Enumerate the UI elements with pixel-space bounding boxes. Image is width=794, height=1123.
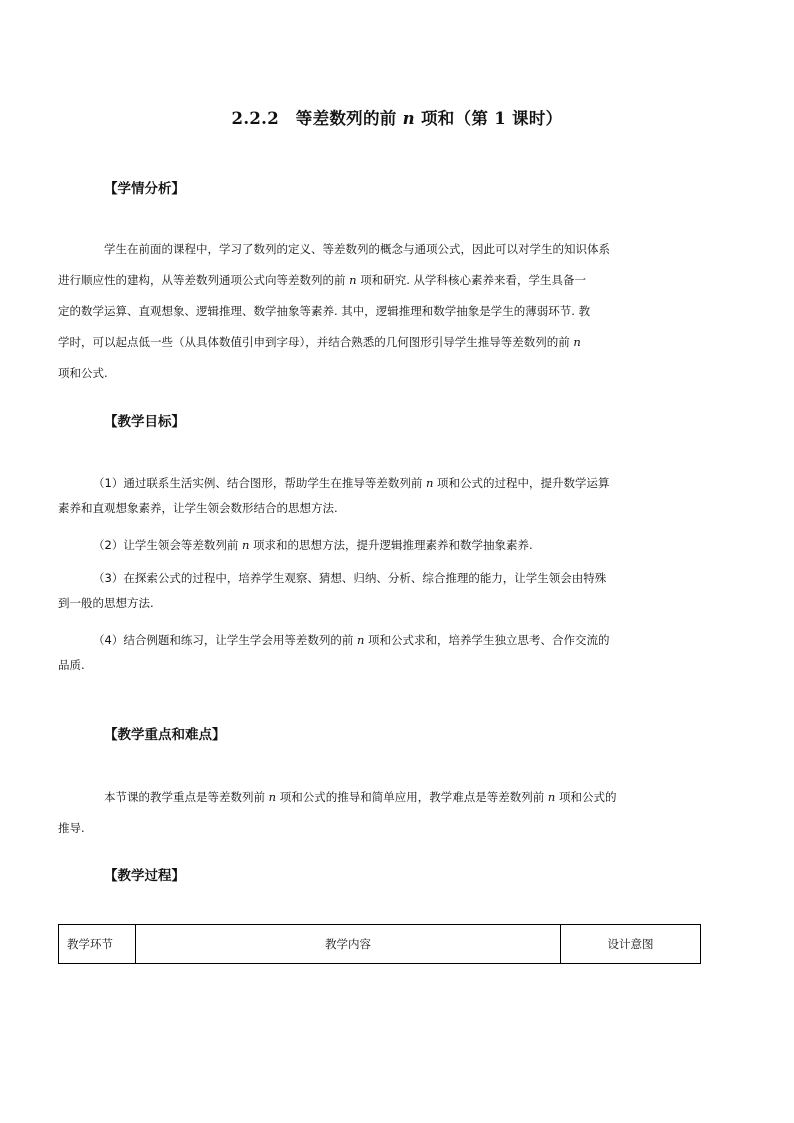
table-header-content: 教学内容 xyxy=(136,925,561,964)
analysis-line-3: 定的数学运算、直观想象、逻辑推理、数学抽象等素养. 其中，逻辑推理和数学抽象是学生的薄弱环节. 教 xyxy=(58,304,591,318)
title-prefix: 2.2.2 等差数列的前 xyxy=(231,109,403,128)
math-variable-n: n xyxy=(241,538,250,552)
title-suffix: 项和（第 1 课时） xyxy=(414,109,563,128)
table-header-stage: 教学环节 xyxy=(59,925,136,964)
heading-analysis: 【学情分析】 xyxy=(104,181,185,197)
analysis-line-4: 学时，可以起点低一些（从具体数值引申到字母），并结合熟悉的几何图形引导学生推导等差数列的前 n xyxy=(58,335,581,349)
goal-1-line-2: 素养和直观想象素养，让学生领会数形结合的思想方法. xyxy=(58,501,338,515)
goal-2-line-1: （2）让学生领会等差数列前 n 项求和的思想方法，提升逻辑推理素养和数学抽象素养. xyxy=(93,538,533,552)
goal-4-line-1: （4）结合例题和练习，让学生学会用等差数列的前 n 项和公式求和，培养学生独立思考、合作交流的 xyxy=(93,633,610,647)
analysis-line-1: 学生在前面的课程中，学习了数列的定义、等差数列的概念与通项公式，因此可以对学生的知识体系 xyxy=(104,242,610,256)
math-variable-n: n xyxy=(573,335,581,349)
math-variable-n: n xyxy=(425,476,434,490)
goal-1-line-1: （1）通过联系生活实例、结合图形，帮助学生在推导等差数列前 n 项和公式的过程中，提升数学运算 xyxy=(93,476,610,490)
math-variable-n: n xyxy=(349,273,357,287)
title-variable: n xyxy=(402,109,415,128)
process-table xyxy=(58,924,701,964)
math-variable-n: n xyxy=(356,633,365,647)
table-header-row xyxy=(59,925,701,964)
table-header-intent: 设计意图 xyxy=(561,925,701,964)
math-variable-n: n xyxy=(268,790,277,804)
analysis-line-2: 进行顺应性的建构，从等差数列通项公式向等差数列的前 n 项和研究. 从学科核心素养来看，学生具备一 xyxy=(58,273,587,287)
heading-key-points: 【教学重点和难点】 xyxy=(104,727,226,743)
key-points-line-2: 推导. xyxy=(58,821,85,835)
math-variable-n: n xyxy=(547,790,556,804)
heading-goals: 【教学目标】 xyxy=(104,414,185,430)
heading-process: 【教学过程】 xyxy=(104,868,185,884)
goal-4-line-2: 品质. xyxy=(58,658,85,672)
goal-3-line-1: （3）在探索公式的过程中，培养学生观察、猜想、归纳、分析、综合推理的能力，让学生领会由特殊 xyxy=(93,571,607,585)
key-points-line-1: 本节课的教学重点是等差数列前 n 项和公式的推导和简单应用，教学难点是等差数列前 n 项和公式的 xyxy=(104,790,617,804)
goal-3-line-2: 到一般的思想方法. xyxy=(58,596,154,610)
analysis-line-5: 项和公式. xyxy=(58,366,108,380)
page-title xyxy=(0,105,794,129)
